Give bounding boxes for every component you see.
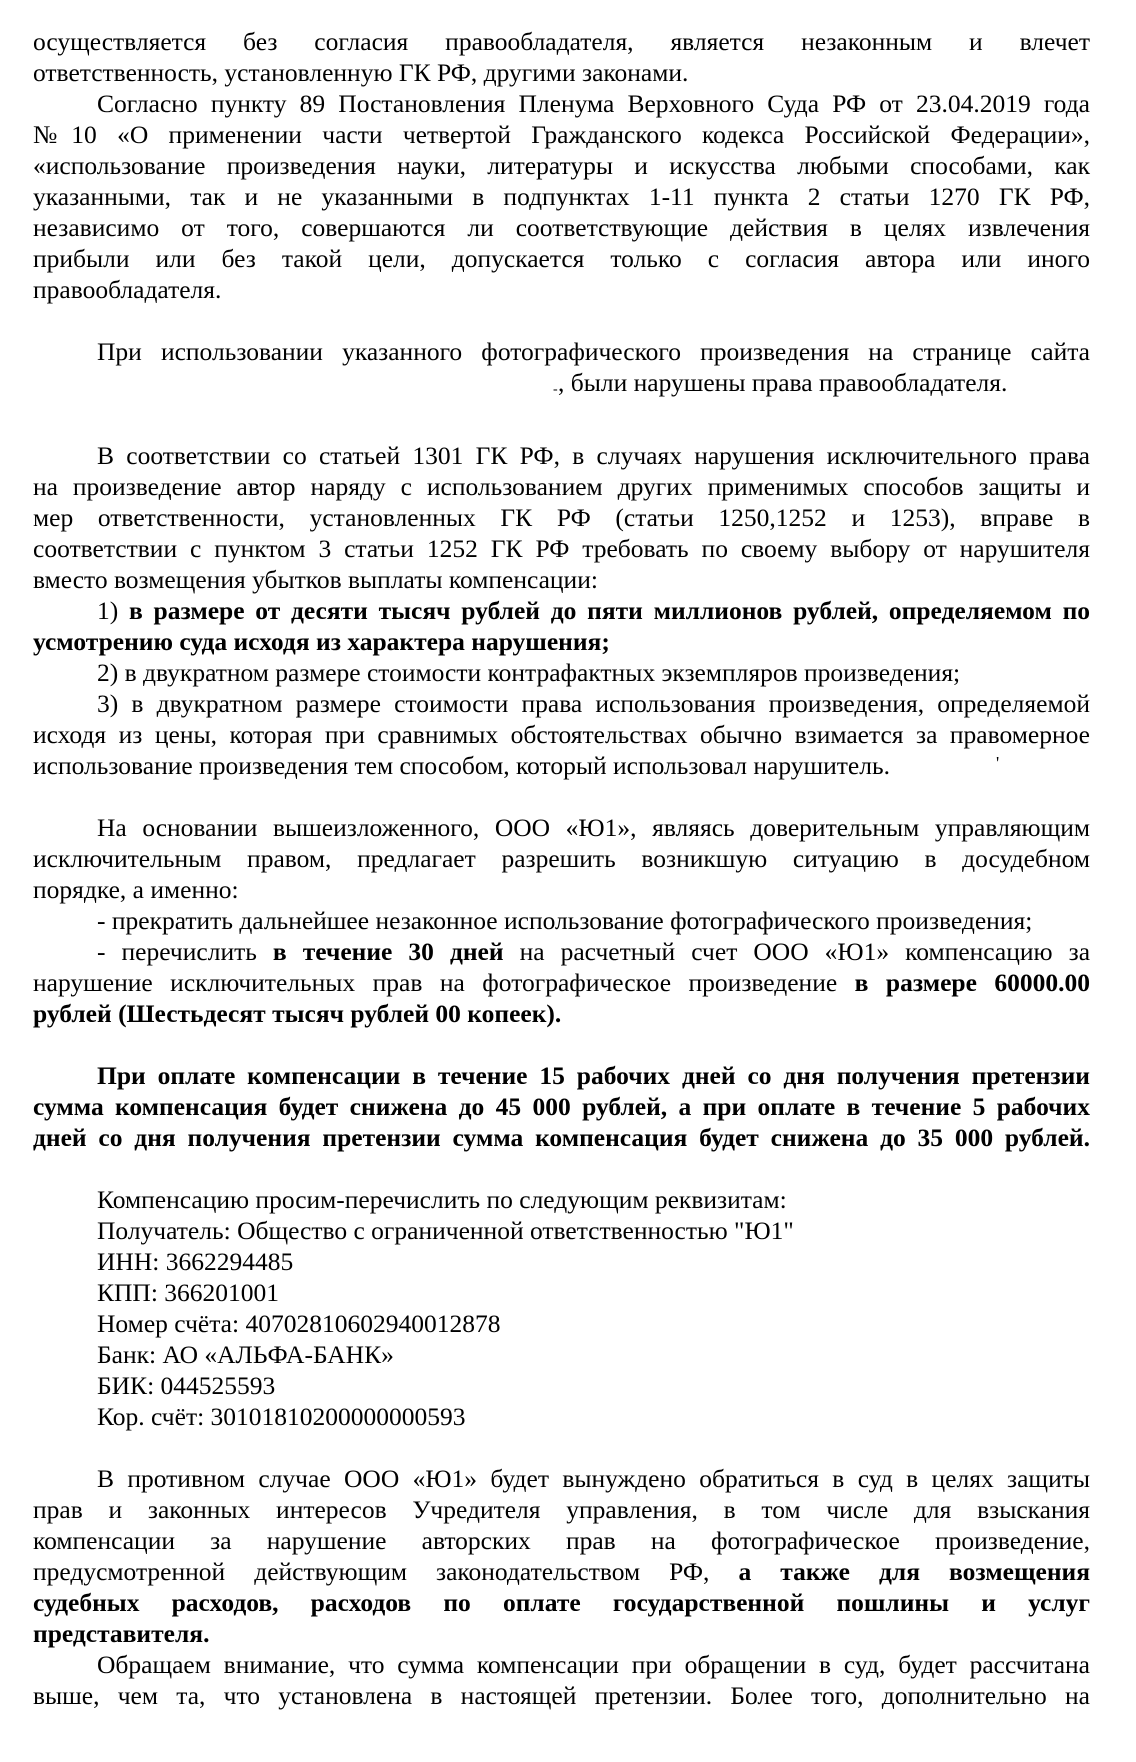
- requisite-bik: БИК: 044525593: [97, 1371, 276, 1400]
- requisite-kpp: КПП: 366201001: [97, 1278, 280, 1307]
- demand-line: - прекратить дальнейшее незаконное использование фотографического произведения;: [97, 906, 1033, 935]
- demand-text: нарушение исключительных прав на фотографическое произведение: [33, 968, 855, 997]
- text-line: соответствии с пунктом 3 статьи 1252 ГК РФ требовать по своему выбору от нарушителя: [33, 534, 1090, 563]
- text-line: В соответствии со статьей 1301 ГК РФ, в случаях нарушения исключительного права: [97, 441, 1090, 470]
- text-line: указанными, так и не указанными в подпунктах 1-11 пункта 2 статьи 1270 ГК РФ,: [33, 182, 1090, 211]
- text-line: «использование произведения науки, литературы и искусства любыми способами, как: [33, 151, 1090, 180]
- text-segment-bold: а также для возмещения: [738, 1557, 1090, 1586]
- option-3-line: исходя из цены, которая при сравнимых обстоятельствах обычно взимается за правомерное: [33, 720, 1090, 749]
- text-line: [33, 1556, 1090, 1587]
- text-line: прибыли или без такой цели, допускается только с согласия автора или иного: [33, 244, 1090, 273]
- demand-amount: в размере 60000.00: [854, 968, 1090, 997]
- text-line: В противном случае ООО «Ю1» будет вынуждено обратиться в суд в целях защиты: [97, 1464, 1090, 1493]
- text-line: порядке, а именно:: [33, 875, 239, 904]
- text-line: ответственность, установленную ГК РФ, другими законами.: [33, 58, 689, 87]
- text-line: На основании вышеизложенного, ООО «Ю1», являясь доверительным управляющим: [97, 813, 1090, 842]
- text-line: судебных расходов, расходов по оплате государственной пошлины и услуг: [33, 1588, 1090, 1617]
- option-number: 3): [97, 689, 119, 718]
- requisites-intro: Компенсацию просим-перечислить по следующим реквизитам:: [97, 1185, 787, 1214]
- requisite-account: Номер счёта: 40702810602940012878: [97, 1309, 501, 1338]
- demand-deadline: в течение 30 дней: [272, 937, 504, 966]
- text-line: выше, чем та, что установлена в настоящей претензии. Более того, дополнительно на: [33, 1681, 1090, 1710]
- discount-line: При оплате компенсации в течение 15 рабочих дней со дня получения претензии: [97, 1061, 1090, 1090]
- option-number: 2): [97, 658, 119, 687]
- demand-line: [33, 967, 1090, 998]
- text-line: Согласно пункту 89 Постановления Пленума Верховного Суда РФ от 23.04.2019 года: [97, 89, 1090, 118]
- text-line: независимо от того, совершаются ли соответствующие действия в целях извлечения: [33, 213, 1090, 242]
- option-3-line: [97, 688, 1090, 719]
- text-line: №10 «О применении части четвертой Гражданского кодекса Российской Федерации»,: [33, 120, 1090, 149]
- text-line: правообладателя.: [33, 275, 222, 304]
- option-1-line: усмотрению суда исходя из характера нарушения;: [33, 627, 610, 656]
- discount-line: сумма компенсация будет снижена до 45 000 рублей, а при оплате в течение 5 рабочих: [33, 1092, 1090, 1121]
- option-2-line: [97, 657, 1090, 688]
- demand-amount-words: рублей (Шестьдесят тысяч рублей 00 копеек).: [33, 999, 562, 1028]
- option-text: в двукратном размере стоимости контрафактных экземпляров произведения;: [124, 658, 961, 687]
- requisite-inn: ИНН: 3662294485: [97, 1247, 294, 1276]
- text-line: осуществляется без согласия правообладателя, является незаконным и влечет: [33, 27, 1090, 56]
- text-line: При использовании указанного фотографического произведения на странице сайта: [97, 337, 1090, 366]
- option-text: в двукратном размере стоимости права использования произведения, определяемой: [131, 689, 1090, 718]
- text-line: мер ответственности, установленных ГК РФ (статьи 1250,1252 и 1253), вправе в: [33, 503, 1090, 532]
- discount-line: дней со дня получения претензии сумма компенсация будет снижена до 35 000 рублей.: [33, 1123, 1090, 1152]
- text-line: прав и законных интересов Учредителя управления, в том числе для взыскания: [33, 1495, 1090, 1524]
- option-3-line: использование произведения тем способом, который использовал нарушитель.: [33, 751, 890, 780]
- demand-line: [97, 936, 1090, 967]
- text-line: представителя.: [33, 1619, 210, 1648]
- text-line: на произведение автор наряду с использованием других применимых способов защиты и: [33, 472, 1090, 501]
- option-text-bold: в размере от десяти тысяч рублей до пяти миллионов рублей, определяемом по: [129, 596, 1091, 625]
- demand-text: - перечислить: [97, 937, 273, 966]
- demand-text: на расчетный счет ООО «Ю1» компенсацию за: [519, 937, 1091, 966]
- requisite-recipient: Получатель: Общество с ограниченной ответственностью "Ю1": [97, 1216, 794, 1245]
- text-line: , были нарушены права правообладателя.: [558, 368, 1008, 397]
- text-line: компенсации за нарушение авторских прав на фотографическое произведение,: [33, 1526, 1090, 1555]
- text-line: исключительным правом, предлагает разрешить возникшую ситуацию в досудебном: [33, 844, 1090, 873]
- option-number: 1): [97, 596, 119, 625]
- redaction-mark: -: [553, 382, 558, 397]
- stray-mark: ': [996, 753, 1000, 773]
- text-line: Обращаем внимание, что сумма компенсации при обращении в суд, будет рассчитана: [97, 1650, 1090, 1679]
- text-line: вместо возмещения убытков выплаты компенсации:: [33, 565, 598, 594]
- text-segment: предусмотренной действующим законодательством РФ,: [33, 1557, 739, 1586]
- option-1-line: [97, 595, 1090, 626]
- requisite-corr-account: Кор. счёт: 30101810200000000593: [97, 1402, 466, 1431]
- requisite-bank: Банк: АО «АЛЬФА-БАНК»: [97, 1340, 394, 1369]
